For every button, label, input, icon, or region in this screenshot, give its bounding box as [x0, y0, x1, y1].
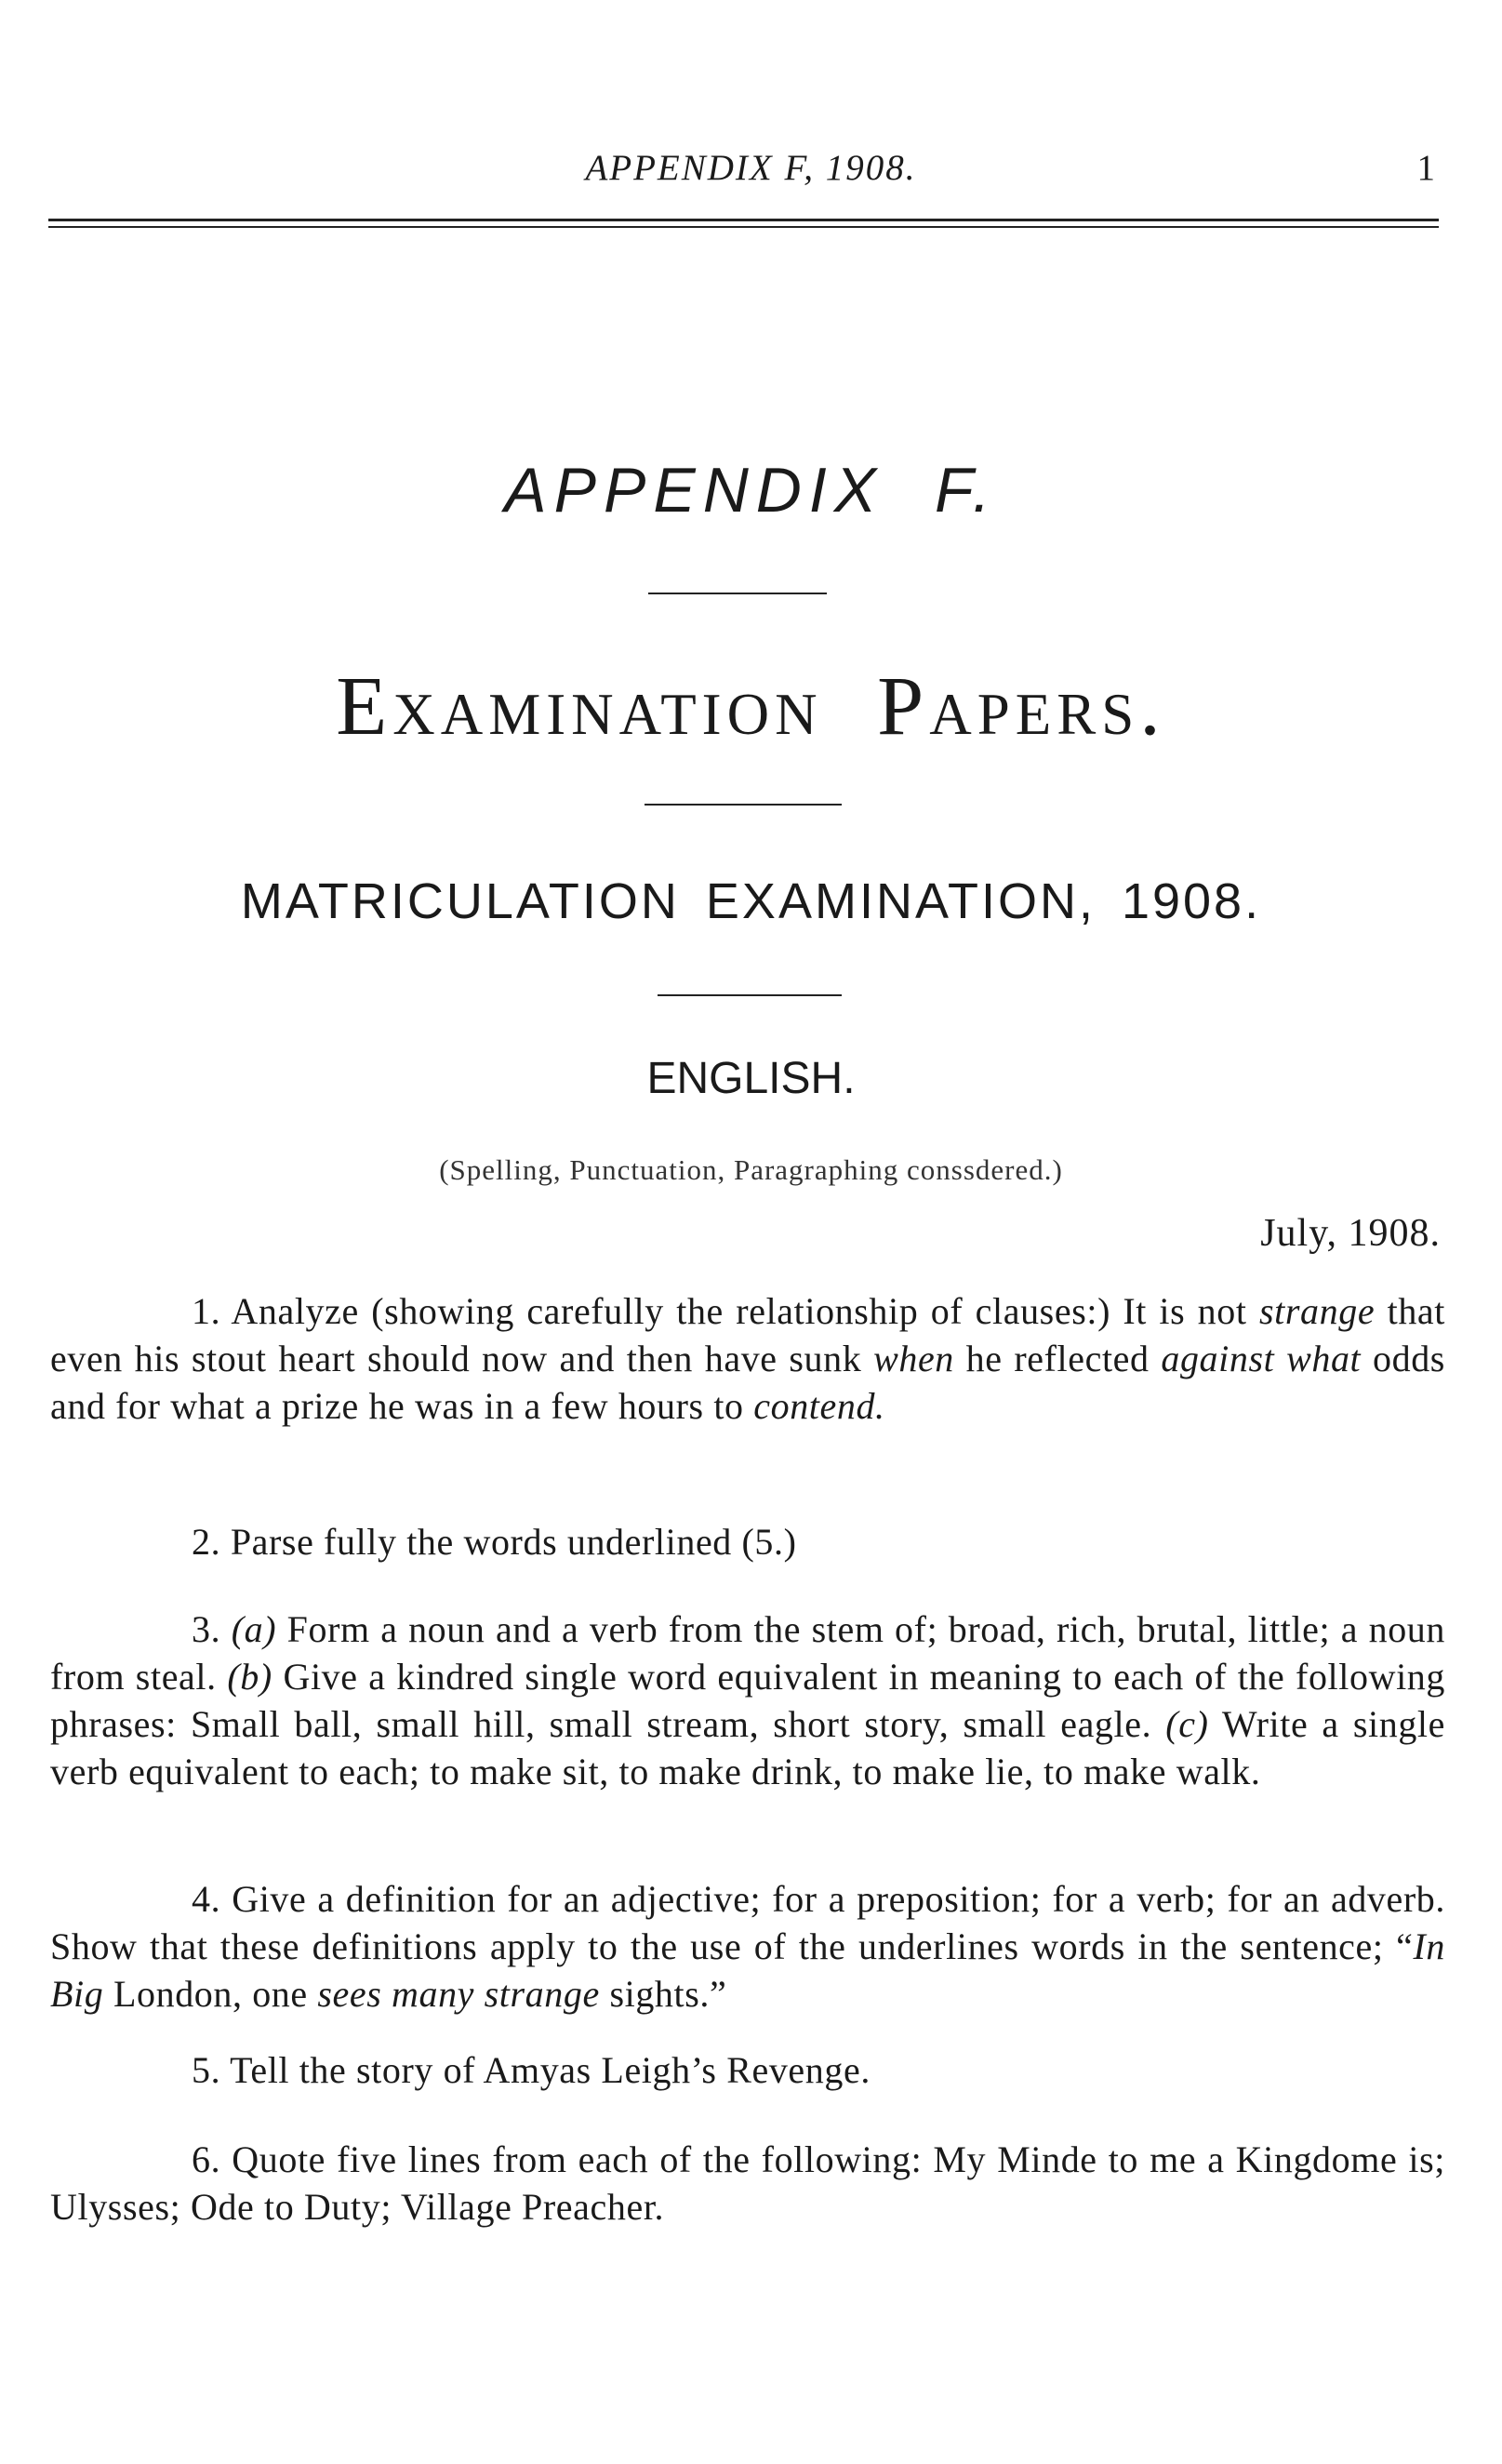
marking-note: (Spelling, Punctuation, Paragraphing conssdered.) — [439, 1153, 1063, 1186]
question-5 — [50, 2046, 1445, 2094]
question-number: 1. — [192, 1290, 221, 1332]
question-text: Give a kindred single word equivalent in meaning to each of the following phrases: Small ball, small hill, small stream, short story, small eagle. — [50, 1656, 1445, 1745]
question-text: he reflected — [953, 1338, 1162, 1379]
question-text-italic: In Big — [50, 1925, 1445, 2015]
divider-rule — [648, 593, 827, 594]
exam-date: July, 1908. — [1260, 1212, 1441, 1255]
question-text: sights.” — [599, 1973, 727, 2015]
question-1 — [50, 1287, 1445, 1430]
question-number: 4. — [192, 1878, 221, 1920]
question-text-italic: contend. — [753, 1385, 885, 1427]
question-part-label: (a) — [231, 1608, 277, 1650]
question-text-italic: against what — [1161, 1338, 1362, 1379]
question-number: 5. — [192, 2049, 221, 2091]
question-text: London, one — [103, 1973, 318, 2015]
running-header — [0, 147, 1502, 193]
question-text-italic: when — [873, 1338, 954, 1379]
question-text: Write a single verb equivalent to each; to make sit, to make drink, to make lie, to make walk. — [50, 1703, 1445, 1792]
header-rule — [48, 219, 1439, 221]
matriculation-heading: MATRICULATION EXAMINATION, 1908. — [240, 873, 1262, 929]
question-text-italic: sees many strange — [317, 1973, 600, 2015]
divider-rule — [645, 804, 842, 806]
appendix-heading: APPENDIX F. — [504, 455, 998, 526]
question-4 — [50, 1875, 1445, 2018]
question-text: Give a definition for an adjective; for a preposition; for a verb; for an adverb. Show that these definitions apply to the use of the underlines words in the sentence; “ — [50, 1878, 1445, 1967]
page-number: 1 — [1416, 148, 1435, 188]
question-number: 3. — [192, 1608, 221, 1650]
question-text: Form a noun and a verb from the stem of; broad, rich, brutal, little; a noun from steal. — [50, 1608, 1445, 1698]
subject-heading: ENGLISH. — [646, 1054, 856, 1103]
question-text: Parse fully the words underlined (5.) — [230, 1521, 797, 1563]
header-rule-secondary — [48, 226, 1439, 228]
question-6 — [50, 2136, 1445, 2231]
question-text: Tell the story of Amyas Leigh’s Revenge. — [230, 2049, 871, 2091]
question-part-label: (c) — [1165, 1703, 1209, 1745]
running-title: APPENDIX F, 1908. — [585, 148, 917, 188]
question-number: 6. — [192, 2138, 221, 2180]
question-part-label: (b) — [227, 1656, 272, 1698]
examination-papers-title: Examination Papers. — [336, 660, 1166, 753]
question-text: Quote five lines from each of the following: My Minde to me a Kingdome is; Ulysses; Ode to Duty; Village Preacher. — [50, 2138, 1445, 2228]
question-text-italic: strange — [1259, 1290, 1376, 1332]
question-2 — [50, 1518, 1445, 1565]
question-text: Analyze (showing carefully the relationship of clauses:) It is not — [231, 1290, 1247, 1332]
question-text: that even his stout heart should now and then have sunk — [50, 1290, 1445, 1379]
question-text: odds and for what a prize he was in a few hours to — [50, 1338, 1445, 1427]
question-number: 2. — [192, 1521, 221, 1563]
divider-rule — [658, 994, 842, 996]
question-3 — [50, 1605, 1445, 1795]
